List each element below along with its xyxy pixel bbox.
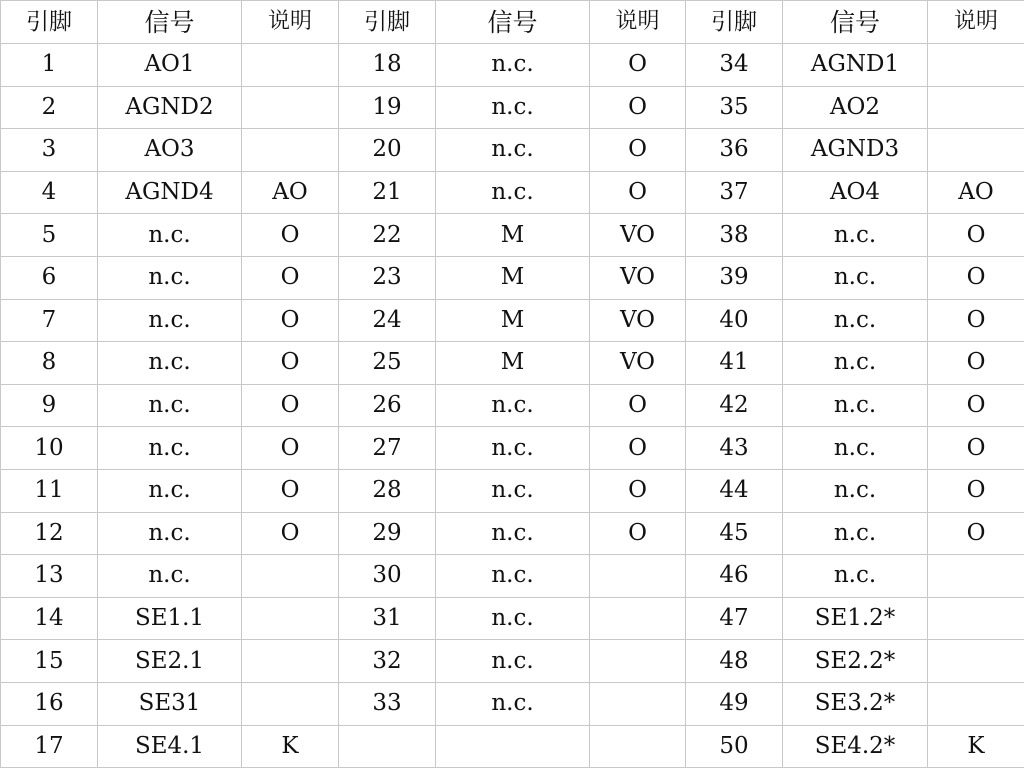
signal-cell: AO4 — [783, 171, 928, 214]
description-cell: O — [928, 427, 1024, 470]
description-cell — [242, 682, 339, 725]
pin-cell: 46 — [686, 555, 783, 598]
signal-cell: n.c. — [98, 342, 242, 385]
description-cell: VO — [590, 299, 686, 342]
description-cell: O — [242, 256, 339, 299]
pin-cell: 7 — [1, 299, 98, 342]
description-cell: O — [590, 427, 686, 470]
signal-cell: M — [436, 299, 590, 342]
pin-cell: 47 — [686, 597, 783, 640]
signal-cell: n.c. — [98, 555, 242, 598]
signal-cell: n.c. — [783, 299, 928, 342]
signal-cell: n.c. — [98, 469, 242, 512]
signal-cell: SE3.2* — [783, 682, 928, 725]
description-cell — [242, 86, 339, 129]
description-cell: O — [242, 342, 339, 385]
description-cell — [590, 725, 686, 768]
table-row — [1, 214, 1024, 257]
header-description: 说明 — [242, 1, 339, 44]
table-row — [1, 597, 1024, 640]
pin-cell: 42 — [686, 384, 783, 427]
pin-cell: 14 — [1, 597, 98, 640]
signal-cell: SE2.1 — [98, 640, 242, 683]
description-cell: O — [590, 512, 686, 555]
pin-cell: 40 — [686, 299, 783, 342]
description-cell: O — [590, 171, 686, 214]
pin-cell: 18 — [339, 44, 436, 87]
signal-cell: SE1.2* — [783, 597, 928, 640]
pin-cell: 11 — [1, 469, 98, 512]
signal-cell: n.c. — [98, 256, 242, 299]
description-cell: O — [928, 512, 1024, 555]
description-cell: O — [928, 469, 1024, 512]
pin-cell: 15 — [1, 640, 98, 683]
description-cell: O — [242, 512, 339, 555]
signal-cell: n.c. — [436, 512, 590, 555]
pin-cell: 1 — [1, 44, 98, 87]
pin-cell: 50 — [686, 725, 783, 768]
table-row — [1, 129, 1024, 172]
signal-cell: n.c. — [783, 214, 928, 257]
table-row — [1, 342, 1024, 385]
signal-cell: n.c. — [436, 640, 590, 683]
pin-cell: 21 — [339, 171, 436, 214]
pin-cell: 48 — [686, 640, 783, 683]
table-row — [1, 682, 1024, 725]
pin-cell: 33 — [339, 682, 436, 725]
table-body — [1, 44, 1024, 768]
pin-cell: 38 — [686, 214, 783, 257]
table-row — [1, 512, 1024, 555]
pin-cell: 27 — [339, 427, 436, 470]
pin-cell: 5 — [1, 214, 98, 257]
signal-cell: SE2.2* — [783, 640, 928, 683]
signal-cell: AO2 — [783, 86, 928, 129]
pin-cell: 37 — [686, 171, 783, 214]
signal-cell: n.c. — [436, 384, 590, 427]
description-cell — [928, 44, 1024, 87]
signal-cell: n.c. — [436, 44, 590, 87]
pin-cell: 16 — [1, 682, 98, 725]
description-cell: O — [928, 214, 1024, 257]
description-cell: O — [928, 256, 1024, 299]
header-signal: 信号 — [783, 1, 928, 44]
description-cell — [590, 555, 686, 598]
description-cell: VO — [590, 214, 686, 257]
pin-cell: 43 — [686, 427, 783, 470]
pin-cell: 41 — [686, 342, 783, 385]
signal-cell: AGND1 — [783, 44, 928, 87]
header-row — [1, 1, 1024, 44]
signal-cell: n.c. — [783, 555, 928, 598]
pin-cell: 4 — [1, 171, 98, 214]
pin-cell: 34 — [686, 44, 783, 87]
signal-cell: n.c. — [436, 469, 590, 512]
description-cell: O — [590, 44, 686, 87]
table-row — [1, 469, 1024, 512]
signal-cell — [436, 725, 590, 768]
pin-cell: 3 — [1, 129, 98, 172]
description-cell — [590, 597, 686, 640]
signal-cell: AGND4 — [98, 171, 242, 214]
pin-cell: 28 — [339, 469, 436, 512]
description-cell: O — [590, 129, 686, 172]
signal-cell: n.c. — [783, 256, 928, 299]
pin-cell: 35 — [686, 86, 783, 129]
header-description: 说明 — [928, 1, 1024, 44]
description-cell: O — [928, 342, 1024, 385]
signal-cell: SE1.1 — [98, 597, 242, 640]
header-pin: 引脚 — [686, 1, 783, 44]
pin-cell: 2 — [1, 86, 98, 129]
signal-cell: n.c. — [436, 129, 590, 172]
signal-cell: n.c. — [783, 427, 928, 470]
header-signal: 信号 — [436, 1, 590, 44]
description-cell: O — [242, 384, 339, 427]
table-row — [1, 555, 1024, 598]
pin-cell: 36 — [686, 129, 783, 172]
table-row — [1, 427, 1024, 470]
description-cell — [928, 129, 1024, 172]
pin-cell: 30 — [339, 555, 436, 598]
signal-cell: n.c. — [783, 512, 928, 555]
description-cell: O — [590, 86, 686, 129]
description-cell — [590, 682, 686, 725]
pin-cell — [339, 725, 436, 768]
pin-cell: 32 — [339, 640, 436, 683]
pin-cell: 26 — [339, 384, 436, 427]
pin-cell: 44 — [686, 469, 783, 512]
pin-cell: 49 — [686, 682, 783, 725]
signal-cell: n.c. — [98, 427, 242, 470]
signal-cell: SE4.1 — [98, 725, 242, 768]
description-cell — [242, 129, 339, 172]
signal-cell: n.c. — [436, 427, 590, 470]
description-cell: O — [242, 299, 339, 342]
pin-cell: 9 — [1, 384, 98, 427]
signal-cell: M — [436, 256, 590, 299]
pin-cell: 39 — [686, 256, 783, 299]
table-row — [1, 299, 1024, 342]
table-row — [1, 44, 1024, 87]
signal-cell: n.c. — [783, 342, 928, 385]
description-cell — [928, 555, 1024, 598]
description-cell: O — [590, 384, 686, 427]
description-cell: O — [590, 469, 686, 512]
description-cell — [590, 640, 686, 683]
signal-cell: n.c. — [436, 682, 590, 725]
table-row — [1, 640, 1024, 683]
pin-cell: 6 — [1, 256, 98, 299]
description-cell: O — [928, 299, 1024, 342]
description-cell: O — [242, 214, 339, 257]
signal-cell: AGND2 — [98, 86, 242, 129]
signal-cell: AO1 — [98, 44, 242, 87]
pin-cell: 31 — [339, 597, 436, 640]
description-cell: VO — [590, 342, 686, 385]
pin-cell: 45 — [686, 512, 783, 555]
header-description: 说明 — [590, 1, 686, 44]
signal-cell: n.c. — [436, 597, 590, 640]
pin-cell: 20 — [339, 129, 436, 172]
description-cell: AO — [928, 171, 1024, 214]
signal-cell: n.c. — [98, 299, 242, 342]
signal-cell: n.c. — [783, 384, 928, 427]
header-pin: 引脚 — [339, 1, 436, 44]
signal-cell: n.c. — [98, 384, 242, 427]
pin-cell: 23 — [339, 256, 436, 299]
pin-cell: 17 — [1, 725, 98, 768]
signal-cell: M — [436, 214, 590, 257]
signal-cell: SE31 — [98, 682, 242, 725]
pin-cell: 8 — [1, 342, 98, 385]
pin-cell: 10 — [1, 427, 98, 470]
header-signal: 信号 — [98, 1, 242, 44]
description-cell: O — [242, 469, 339, 512]
signal-cell: n.c. — [783, 469, 928, 512]
pin-cell: 19 — [339, 86, 436, 129]
pin-cell: 22 — [339, 214, 436, 257]
description-cell — [928, 682, 1024, 725]
table-row — [1, 86, 1024, 129]
description-cell: O — [242, 427, 339, 470]
table-row — [1, 384, 1024, 427]
description-cell: K — [928, 725, 1024, 768]
signal-cell: n.c. — [98, 512, 242, 555]
description-cell: O — [928, 384, 1024, 427]
description-cell — [928, 597, 1024, 640]
signal-cell: n.c. — [436, 555, 590, 598]
description-cell — [928, 86, 1024, 129]
table-row — [1, 256, 1024, 299]
table-row — [1, 725, 1024, 768]
signal-cell: AGND3 — [783, 129, 928, 172]
description-cell — [242, 597, 339, 640]
signal-cell: SE4.2* — [783, 725, 928, 768]
description-cell — [242, 555, 339, 598]
table-row — [1, 171, 1024, 214]
description-cell — [242, 44, 339, 87]
signal-cell: n.c. — [436, 171, 590, 214]
pin-cell: 12 — [1, 512, 98, 555]
signal-cell: M — [436, 342, 590, 385]
pin-cell: 29 — [339, 512, 436, 555]
signal-cell: AO3 — [98, 129, 242, 172]
description-cell: AO — [242, 171, 339, 214]
header-pin: 引脚 — [1, 1, 98, 44]
description-cell: VO — [590, 256, 686, 299]
pin-cell: 25 — [339, 342, 436, 385]
pin-cell: 13 — [1, 555, 98, 598]
description-cell: K — [242, 725, 339, 768]
description-cell — [242, 640, 339, 683]
pin-cell: 24 — [339, 299, 436, 342]
signal-cell: n.c. — [436, 86, 590, 129]
description-cell — [928, 640, 1024, 683]
signal-cell: n.c. — [98, 214, 242, 257]
